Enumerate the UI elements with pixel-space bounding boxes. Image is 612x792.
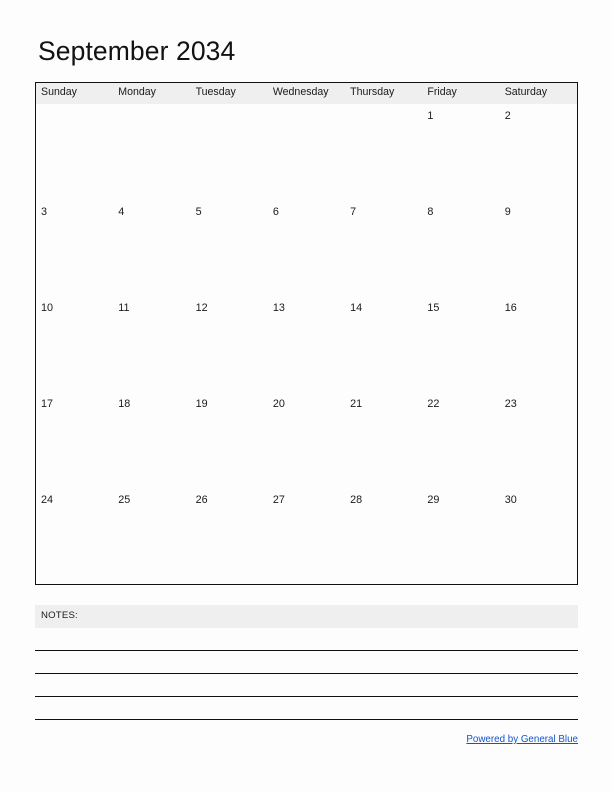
weekday-header-monday: Monday bbox=[118, 86, 156, 98]
day-cell[interactable]: 21 bbox=[350, 398, 363, 410]
notes-label: NOTES: bbox=[41, 610, 78, 621]
calendar-week-row bbox=[36, 488, 577, 584]
page-title: September 2034 bbox=[38, 36, 236, 66]
weekday-header-wednesday: Wednesday bbox=[272, 86, 329, 98]
day-cell[interactable]: 23 bbox=[504, 398, 517, 410]
day-cell[interactable]: 19 bbox=[195, 398, 208, 410]
weekday-header-sunday: Sunday bbox=[41, 86, 77, 98]
notes-line[interactable] bbox=[35, 697, 578, 720]
day-cell[interactable]: 27 bbox=[272, 494, 285, 506]
day-cell[interactable]: 8 bbox=[427, 206, 434, 218]
day-cell[interactable]: 7 bbox=[350, 206, 357, 218]
calendar-week-row bbox=[36, 296, 577, 392]
day-cell[interactable]: 26 bbox=[195, 494, 208, 506]
weekday-header-tuesday: Tuesday bbox=[195, 86, 236, 98]
day-cell[interactable] bbox=[36, 104, 113, 200]
day-cell[interactable]: 2 bbox=[504, 110, 511, 122]
day-cell[interactable]: 29 bbox=[427, 494, 440, 506]
day-cell[interactable]: 9 bbox=[504, 206, 511, 218]
calendar-week-row bbox=[36, 104, 577, 200]
calendar-week-row bbox=[36, 200, 577, 296]
notes-lines-area bbox=[35, 628, 578, 720]
notes-banner bbox=[35, 605, 578, 628]
day-cell[interactable] bbox=[191, 104, 268, 200]
day-cell[interactable]: 24 bbox=[41, 494, 54, 506]
day-cell[interactable] bbox=[345, 104, 422, 200]
footer bbox=[35, 729, 578, 747]
day-cell[interactable]: 5 bbox=[195, 206, 202, 218]
weekday-header-saturday: Saturday bbox=[504, 86, 548, 98]
day-cell[interactable]: 3 bbox=[41, 206, 48, 218]
day-cell[interactable]: 10 bbox=[41, 302, 54, 314]
calendar-grid bbox=[35, 82, 578, 585]
day-cell[interactable]: 30 bbox=[504, 494, 517, 506]
day-cell[interactable]: 15 bbox=[427, 302, 440, 314]
weekday-header-friday: Friday bbox=[427, 86, 457, 98]
day-cell[interactable] bbox=[113, 104, 190, 200]
weekday-header-thursday: Thursday bbox=[350, 86, 395, 98]
notes-line[interactable] bbox=[35, 651, 578, 674]
notes-line[interactable] bbox=[35, 628, 578, 651]
calendar-weeks bbox=[36, 104, 577, 584]
powered-by-link[interactable]: Powered by General Blue bbox=[466, 734, 578, 745]
day-cell[interactable]: 22 bbox=[427, 398, 440, 410]
day-cell[interactable]: 16 bbox=[504, 302, 517, 314]
day-cell[interactable]: 13 bbox=[272, 302, 285, 314]
day-cell[interactable]: 20 bbox=[272, 398, 285, 410]
day-cell[interactable] bbox=[268, 104, 345, 200]
day-cell[interactable]: 1 bbox=[427, 110, 434, 122]
calendar-week-row bbox=[36, 392, 577, 488]
day-cell[interactable]: 11 bbox=[118, 302, 130, 314]
weekday-header-row bbox=[36, 83, 577, 104]
day-cell[interactable]: 17 bbox=[41, 398, 54, 410]
day-cell[interactable]: 25 bbox=[118, 494, 131, 506]
notes-line[interactable] bbox=[35, 674, 578, 697]
day-cell[interactable]: 12 bbox=[195, 302, 208, 314]
day-cell[interactable]: 6 bbox=[272, 206, 279, 218]
day-cell[interactable]: 28 bbox=[350, 494, 363, 506]
day-cell[interactable]: 14 bbox=[350, 302, 363, 314]
day-cell[interactable]: 18 bbox=[118, 398, 131, 410]
day-cell[interactable]: 4 bbox=[118, 206, 125, 218]
